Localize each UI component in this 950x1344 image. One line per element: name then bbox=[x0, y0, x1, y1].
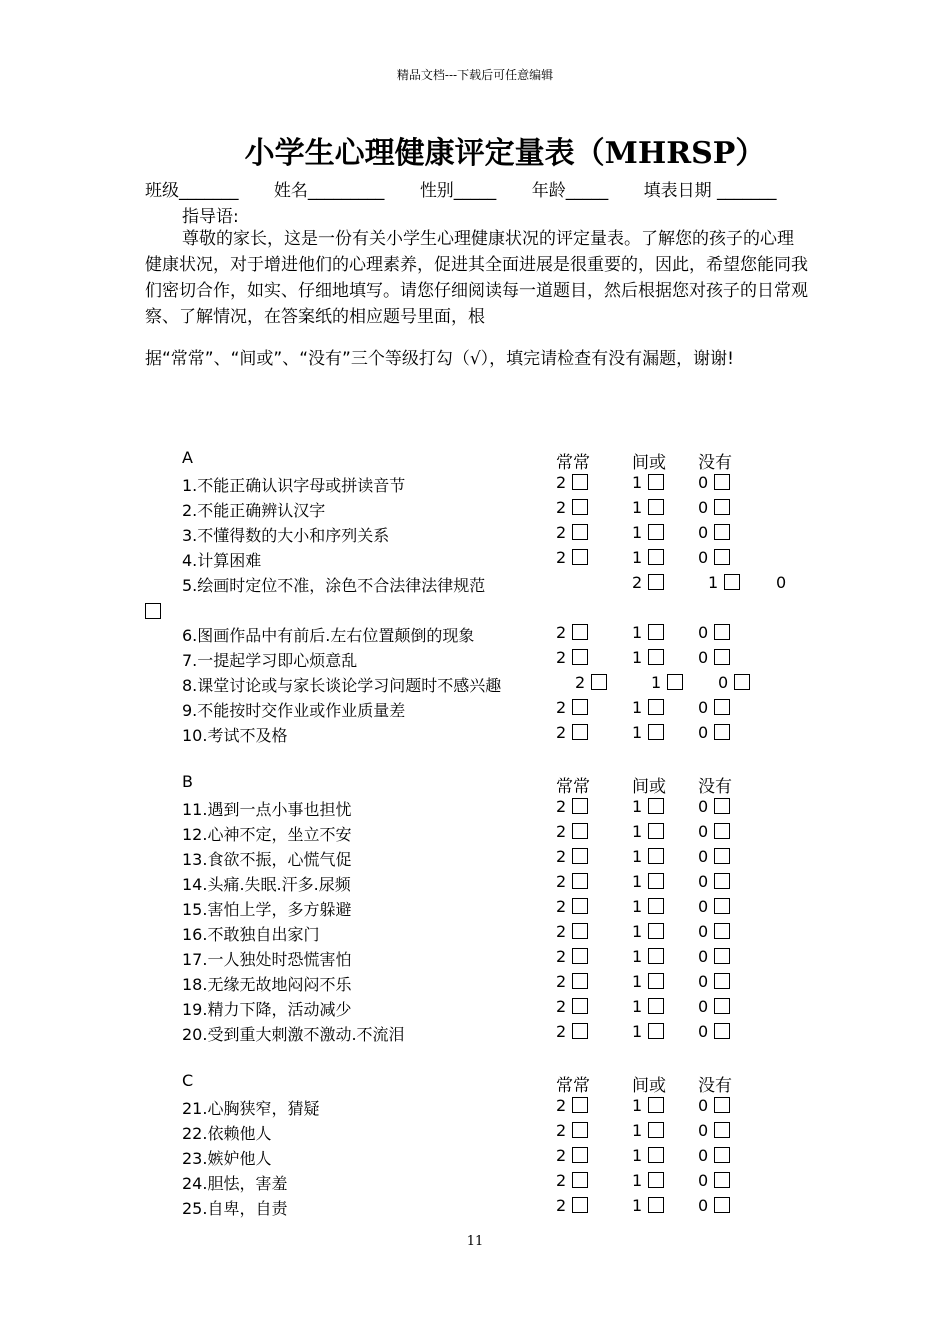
checkbox[interactable] bbox=[572, 898, 588, 914]
checkbox[interactable] bbox=[648, 1147, 664, 1163]
question-row bbox=[0, 623, 950, 648]
checkbox[interactable] bbox=[648, 873, 664, 889]
question-row bbox=[0, 797, 950, 822]
question-text: 8.课堂讨论或与家长谈论学习问题时不感兴趣 bbox=[182, 676, 502, 695]
checkbox[interactable] bbox=[648, 823, 664, 839]
never-option[interactable]: 0 bbox=[698, 997, 730, 1016]
question-text: 10.考试不及格 bbox=[182, 726, 288, 745]
checkbox[interactable] bbox=[572, 1197, 588, 1213]
checkbox[interactable] bbox=[572, 1147, 588, 1163]
never-option[interactable]: 0 bbox=[698, 847, 730, 866]
header-note: 精品文档---下载后可任意编辑 bbox=[396, 68, 554, 82]
checkbox[interactable] bbox=[714, 923, 730, 939]
question-row bbox=[0, 1146, 950, 1171]
question-row bbox=[0, 972, 950, 997]
question-row bbox=[0, 822, 950, 847]
often-option[interactable]: 2 bbox=[556, 1022, 588, 1041]
often-option[interactable]: 2 bbox=[556, 1096, 588, 1115]
question-text: 23.嫉妒他人 bbox=[182, 1149, 272, 1168]
question-row bbox=[0, 648, 950, 673]
never-label: 没有 bbox=[698, 453, 732, 473]
checkbox[interactable] bbox=[648, 574, 664, 590]
often-option[interactable]: 2 bbox=[556, 847, 588, 866]
sometimes-option[interactable]: 1 bbox=[632, 648, 664, 667]
question-row bbox=[0, 1171, 950, 1196]
sometimes-option[interactable]: 1 bbox=[632, 897, 664, 916]
checkbox[interactable] bbox=[714, 699, 730, 715]
checkbox[interactable] bbox=[648, 724, 664, 740]
sometimes-option[interactable]: 1 bbox=[632, 698, 664, 717]
never-option[interactable]: 0 bbox=[698, 548, 730, 567]
checkbox[interactable] bbox=[572, 923, 588, 939]
checkbox[interactable] bbox=[572, 649, 588, 665]
checkbox[interactable] bbox=[648, 649, 664, 665]
checkbox[interactable] bbox=[648, 474, 664, 490]
never-option[interactable]: 0 bbox=[698, 1196, 730, 1215]
often-option[interactable]: 2 bbox=[556, 1146, 588, 1165]
question-row bbox=[0, 698, 950, 723]
checkbox[interactable] bbox=[572, 823, 588, 839]
often-option[interactable]: 2 bbox=[556, 922, 588, 941]
sometimes-option[interactable]: 1 bbox=[632, 623, 664, 642]
question-row bbox=[0, 897, 950, 922]
never-label: 没有 bbox=[698, 777, 732, 797]
question-row bbox=[0, 473, 950, 498]
sometimes-option[interactable]: 1 bbox=[632, 548, 664, 567]
often-option[interactable]: 2 bbox=[556, 1171, 588, 1190]
sometimes-option[interactable]: 1 bbox=[632, 847, 664, 866]
often-option[interactable]: 2 bbox=[556, 797, 588, 816]
question-text: 13.食欲不振，心慌气促 bbox=[182, 850, 352, 869]
sometimes-option[interactable]: 1 bbox=[632, 797, 664, 816]
never-option[interactable]: 0 bbox=[698, 897, 730, 916]
question-text: 20.受到重大刺激不激动.不流泪 bbox=[182, 1025, 405, 1044]
sometimes-option[interactable]: 1 bbox=[632, 1022, 664, 1041]
often-option[interactable]: 2 bbox=[556, 822, 588, 841]
sometimes-option[interactable]: 1 bbox=[632, 523, 664, 542]
often-option[interactable]: 2 bbox=[556, 648, 588, 667]
checkbox[interactable] bbox=[714, 798, 730, 814]
checkbox[interactable] bbox=[714, 724, 730, 740]
question-row bbox=[0, 1022, 950, 1047]
question-text: 7.一提起学习即心烦意乱 bbox=[182, 651, 358, 670]
question-row bbox=[0, 872, 950, 897]
often-option[interactable]: 2 bbox=[556, 872, 588, 891]
never-option[interactable]: 0 bbox=[698, 498, 730, 517]
question-row bbox=[0, 847, 950, 872]
question-text: 19.精力下降，活动减少 bbox=[182, 1000, 352, 1019]
checkbox[interactable] bbox=[714, 973, 730, 989]
checkbox[interactable] bbox=[667, 674, 683, 690]
checkbox[interactable] bbox=[572, 948, 588, 964]
question-text: 17.一人独处时恐慌害怕 bbox=[182, 950, 352, 969]
section-header bbox=[0, 772, 950, 797]
never-option[interactable]: 0 bbox=[698, 1022, 730, 1041]
question-text: 2.不能正确辨认汉字 bbox=[182, 501, 326, 520]
checkbox[interactable] bbox=[714, 549, 730, 565]
question-row bbox=[0, 723, 950, 748]
checkbox[interactable] bbox=[648, 699, 664, 715]
checkbox[interactable] bbox=[714, 898, 730, 914]
checkbox[interactable] bbox=[648, 1197, 664, 1213]
question-row bbox=[0, 1096, 950, 1121]
checkbox[interactable] bbox=[714, 848, 730, 864]
question-row bbox=[0, 498, 950, 523]
class-field[interactable]: 班级_______ bbox=[145, 181, 239, 201]
checkbox[interactable] bbox=[572, 524, 588, 540]
checkbox[interactable] bbox=[714, 649, 730, 665]
often-label: 常常 bbox=[556, 777, 590, 797]
question-text: 4.计算困难 bbox=[182, 551, 262, 570]
often-option[interactable]: 2 bbox=[556, 1121, 588, 1140]
checkbox[interactable] bbox=[648, 798, 664, 814]
intro-paragraph: 尊敬的家长，这是一份有关小学生心理健康状况的评定量表。了解您的孩子的心理健康状况，对于增进他们的心理素养，促进其全面进展是很重要的，因此，希望您能同我们密切合作，如实、仔细地填写。请您仔细阅读每一道题目，然后根据您对孩子的日常观察、了解情况，在答案纸的相应题号里面，根 bbox=[145, 229, 808, 327]
checkbox[interactable] bbox=[572, 1097, 588, 1113]
checkbox[interactable] bbox=[145, 602, 161, 621]
guide-label: 指导语: bbox=[182, 207, 239, 227]
question-text: 22.依赖他人 bbox=[182, 1124, 272, 1143]
checkbox[interactable] bbox=[648, 973, 664, 989]
never-option[interactable]: 0 bbox=[698, 623, 730, 642]
checkbox[interactable] bbox=[648, 524, 664, 540]
sometimes-option[interactable]: 1 bbox=[632, 822, 664, 841]
sometimes-option[interactable]: 1 bbox=[632, 922, 664, 941]
never-option[interactable]: 0 bbox=[698, 473, 730, 492]
checkbox[interactable] bbox=[572, 873, 588, 889]
question-text: 12.心神不定，坐立不安 bbox=[182, 825, 352, 844]
sometimes-option[interactable]: 1 bbox=[632, 972, 664, 991]
checkbox[interactable] bbox=[572, 724, 588, 740]
checkbox[interactable] bbox=[714, 873, 730, 889]
age-field[interactable]: 年龄_____ bbox=[531, 181, 609, 201]
never-option[interactable]: 0 bbox=[698, 972, 730, 991]
often-option[interactable]: 2 bbox=[556, 997, 588, 1016]
checkbox[interactable] bbox=[734, 674, 750, 690]
checkbox[interactable] bbox=[572, 1122, 588, 1138]
sometimes-option[interactable]: 1 bbox=[632, 1196, 664, 1215]
checkbox[interactable] bbox=[648, 1023, 664, 1039]
checkbox[interactable] bbox=[724, 574, 740, 590]
checkbox[interactable] bbox=[648, 1097, 664, 1113]
often-option[interactable]: 2 bbox=[556, 897, 588, 916]
checkbox[interactable] bbox=[648, 848, 664, 864]
sometimes-option[interactable]: 1 bbox=[708, 573, 740, 592]
page-title: 小学生心理健康评定量表（MHRSP） bbox=[244, 136, 766, 171]
question-row bbox=[0, 1121, 950, 1146]
question-text: 5.绘画时定位不准，涂色不合法律法律规范 bbox=[182, 576, 486, 595]
question-text: 6.图画作品中有前后.左右位置颠倒的现象 bbox=[182, 626, 475, 645]
sometimes-option[interactable]: 1 bbox=[632, 1171, 664, 1190]
sometimes-label: 间或 bbox=[632, 777, 666, 797]
checkbox[interactable] bbox=[572, 798, 588, 814]
often-option[interactable]: 2 bbox=[556, 473, 588, 492]
question-row bbox=[0, 947, 950, 972]
never-label: 没有 bbox=[698, 1076, 732, 1096]
checkbox[interactable] bbox=[648, 948, 664, 964]
often-label: 常常 bbox=[556, 453, 590, 473]
question-text: 21.心胸狭窄，猜疑 bbox=[182, 1099, 320, 1118]
question-text: 14.头痛.失眠.汗多.尿频 bbox=[182, 875, 351, 894]
never-option[interactable]: 0 bbox=[698, 797, 730, 816]
sometimes-label: 间或 bbox=[632, 1076, 666, 1096]
never-option[interactable]: 0 bbox=[698, 922, 730, 941]
question-row bbox=[0, 523, 950, 548]
often-option[interactable]: 2 bbox=[556, 947, 588, 966]
never-option[interactable]: 0 bbox=[698, 872, 730, 891]
never-option[interactable]: 0 bbox=[698, 523, 730, 542]
checkbox[interactable] bbox=[572, 998, 588, 1014]
sometimes-option[interactable]: 1 bbox=[632, 723, 664, 742]
checkbox[interactable] bbox=[714, 998, 730, 1014]
sometimes-option[interactable]: 1 bbox=[632, 1146, 664, 1165]
checkbox[interactable] bbox=[572, 1023, 588, 1039]
checkbox[interactable] bbox=[714, 474, 730, 490]
checkbox[interactable] bbox=[714, 1197, 730, 1213]
never-option[interactable]: 0 bbox=[698, 648, 730, 667]
often-option[interactable]: 2 bbox=[575, 673, 607, 692]
sometimes-label: 间或 bbox=[632, 453, 666, 473]
checkbox[interactable] bbox=[714, 823, 730, 839]
never-option[interactable]: 0 bbox=[718, 673, 750, 692]
sometimes-option[interactable]: 1 bbox=[651, 673, 683, 692]
sometimes-option[interactable]: 1 bbox=[632, 947, 664, 966]
info-fields bbox=[145, 176, 807, 201]
checkbox[interactable] bbox=[648, 549, 664, 565]
date-field[interactable]: 填表日期 _______ bbox=[643, 181, 777, 201]
often-option[interactable]: 2 bbox=[556, 972, 588, 991]
question-row bbox=[0, 548, 950, 573]
checkbox[interactable] bbox=[714, 1097, 730, 1113]
checkbox[interactable] bbox=[572, 699, 588, 715]
often-option[interactable]: 2 bbox=[556, 723, 588, 742]
never-option[interactable]: 0 bbox=[776, 573, 787, 592]
often-label: 常常 bbox=[556, 1076, 590, 1096]
sometimes-option[interactable]: 1 bbox=[632, 1121, 664, 1140]
checkbox[interactable] bbox=[648, 624, 664, 640]
checkbox[interactable] bbox=[648, 923, 664, 939]
checkbox[interactable] bbox=[648, 998, 664, 1014]
checkbox[interactable] bbox=[572, 499, 588, 515]
checkbox[interactable] bbox=[572, 474, 588, 490]
question-row bbox=[0, 1196, 950, 1221]
checkbox[interactable] bbox=[648, 1172, 664, 1188]
often-option[interactable]: 2 bbox=[556, 623, 588, 642]
section-name: B bbox=[182, 772, 193, 791]
checkbox[interactable] bbox=[714, 624, 730, 640]
question-text: 3.不懂得数的大小和序列关系 bbox=[182, 526, 390, 545]
never-option[interactable]: 0 bbox=[698, 723, 730, 742]
checkbox[interactable] bbox=[591, 674, 607, 690]
never-option[interactable]: 0 bbox=[698, 698, 730, 717]
question-text: 16.不敢独自出家门 bbox=[182, 925, 320, 944]
never-option[interactable]: 0 bbox=[698, 822, 730, 841]
often-option[interactable]: 2 bbox=[556, 523, 588, 542]
checkbox[interactable] bbox=[572, 624, 588, 640]
question-text: 18.无缘无故地闷闷不乐 bbox=[182, 975, 352, 994]
question-text: 15.害怕上学，多方躲避 bbox=[182, 900, 352, 919]
checkbox[interactable] bbox=[714, 499, 730, 515]
checkbox[interactable] bbox=[648, 898, 664, 914]
checkbox[interactable] bbox=[648, 499, 664, 515]
often-option[interactable]: 2 bbox=[556, 698, 588, 717]
often-option[interactable]: 2 bbox=[632, 573, 664, 592]
checkbox[interactable] bbox=[714, 1147, 730, 1163]
never-option[interactable]: 0 bbox=[698, 1171, 730, 1190]
checkbox[interactable] bbox=[572, 973, 588, 989]
question-text: 24.胆怯，害羞 bbox=[182, 1174, 288, 1193]
never-option[interactable]: 0 bbox=[698, 947, 730, 966]
often-option[interactable]: 2 bbox=[556, 1196, 588, 1215]
often-option[interactable]: 2 bbox=[556, 498, 588, 517]
question-text: 9.不能按时交作业或作业质量差 bbox=[182, 701, 406, 720]
often-option[interactable]: 2 bbox=[556, 548, 588, 567]
checkbox[interactable] bbox=[714, 948, 730, 964]
question-row bbox=[0, 922, 950, 947]
section-name: A bbox=[182, 448, 193, 467]
question-text: 1.不能正确认识字母或拼读音节 bbox=[182, 476, 406, 495]
sometimes-option[interactable]: 1 bbox=[632, 1096, 664, 1115]
checkbox[interactable] bbox=[714, 1023, 730, 1039]
sometimes-option[interactable]: 1 bbox=[632, 872, 664, 891]
sometimes-option[interactable]: 1 bbox=[632, 997, 664, 1016]
section-name: C bbox=[182, 1071, 194, 1090]
never-option[interactable]: 0 bbox=[698, 1096, 730, 1115]
sometimes-option[interactable]: 1 bbox=[632, 473, 664, 492]
checkbox[interactable] bbox=[648, 1122, 664, 1138]
checkbox[interactable] bbox=[714, 1122, 730, 1138]
question-row bbox=[0, 673, 950, 698]
section-header bbox=[0, 1071, 950, 1096]
checkbox[interactable] bbox=[572, 549, 588, 565]
never-option[interactable]: 0 bbox=[698, 1146, 730, 1165]
checkbox[interactable] bbox=[572, 1172, 588, 1188]
never-option[interactable]: 0 bbox=[698, 1121, 730, 1140]
question-row bbox=[0, 997, 950, 1022]
checkbox[interactable] bbox=[714, 1172, 730, 1188]
intro-paragraph-end: 据“常常”、“间或”、“没有”三个等级打勾（√），填完请检查有没有漏题，谢谢! bbox=[145, 349, 734, 369]
question-text: 25.自卑，自责 bbox=[182, 1199, 288, 1218]
question-text: 11.遇到一点小事也担忧 bbox=[182, 800, 352, 819]
checkbox[interactable] bbox=[572, 848, 588, 864]
sometimes-option[interactable]: 1 bbox=[632, 498, 664, 517]
checkbox[interactable] bbox=[714, 524, 730, 540]
section-header bbox=[0, 448, 950, 473]
question-row bbox=[0, 573, 950, 598]
gender-field[interactable]: 性别_____ bbox=[419, 181, 497, 201]
page-number: 11 bbox=[466, 1234, 484, 1249]
name-field[interactable]: 姓名_________ bbox=[273, 181, 385, 201]
